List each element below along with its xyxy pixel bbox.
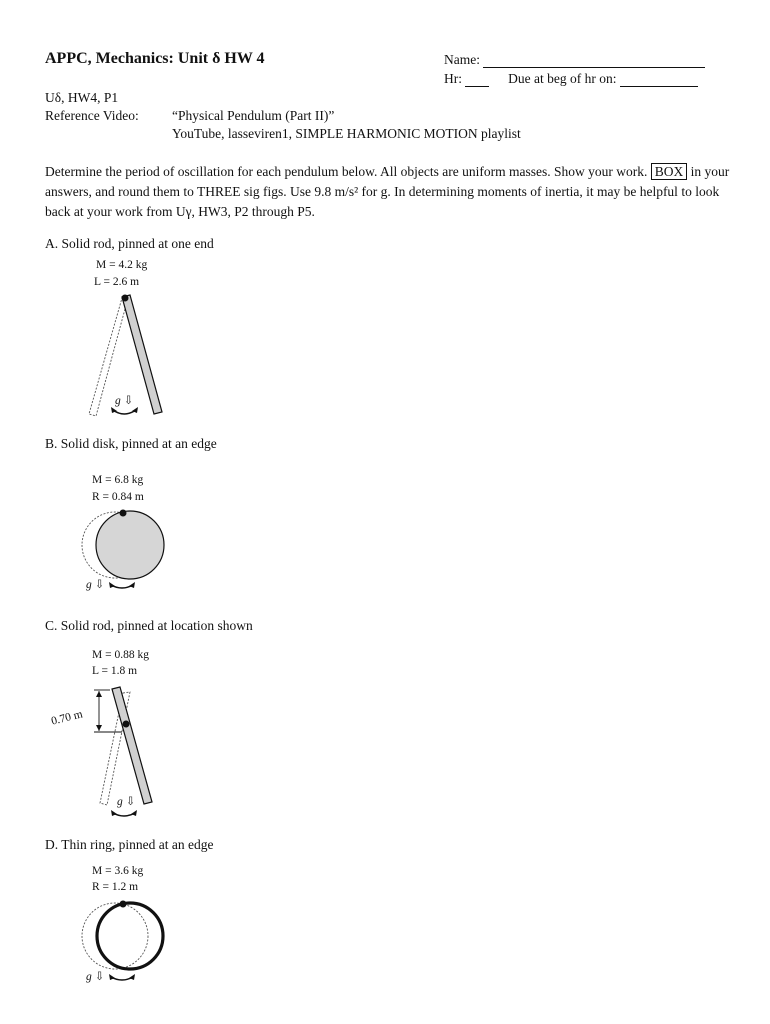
disk [96, 511, 164, 579]
problem-a-gravity: g ⇩ [115, 395, 134, 407]
problem-b-label: B. Solid disk, pinned at an edge [45, 436, 217, 451]
problem-id: Uδ, HW4, P1 [45, 90, 119, 105]
page-title: APPC, Mechanics: Unit δ HW 4 [45, 50, 265, 67]
hr-blank[interactable] [465, 86, 489, 87]
name-label: Name: [444, 52, 480, 67]
reference-label: Reference Video: [45, 108, 139, 123]
instructions-part2: in your answers, and round them to THREE sig figs. Use 9.8 m/s² for g. In determining moments of inertia, it may be helpful to look back at your work from Uγ, HW3, P2 through P5. [45, 164, 730, 219]
problem-a-length: L = 2.6 m [94, 276, 140, 288]
ring-ghost [82, 903, 148, 969]
hr-due-row [444, 71, 698, 87]
problem-b-mass: M = 6.8 kg [92, 474, 144, 486]
problem-d-label: D. Thin ring, pinned at an edge [45, 837, 214, 852]
name-blank[interactable] [483, 67, 705, 68]
name-field-row [444, 52, 705, 68]
problem-b-gravity: g ⇩ [86, 579, 105, 591]
instructions [45, 162, 735, 222]
due-blank[interactable] [620, 86, 698, 87]
problem-c-label: C. Solid rod, pinned at location shown [45, 618, 253, 633]
instructions-part1: Determine the period of oscillation for each pendulum below. All objects are uniform masses. Show your work. [45, 164, 648, 179]
problem-b-radius: R = 0.84 m [92, 491, 144, 503]
pivot-icon [120, 901, 127, 908]
problem-a-mass: M = 4.2 kg [96, 259, 148, 271]
due-label: Due at beg of hr on: [508, 71, 617, 86]
pivot-icon [122, 295, 129, 302]
problem-c-length: L = 1.8 m [92, 665, 138, 677]
hr-label: Hr: [444, 71, 462, 86]
problem-c-offset: 0.70 m [50, 708, 84, 728]
problem-c-mass: M = 0.88 kg [92, 649, 149, 661]
swing-arrow-icon [111, 585, 133, 588]
reference-title: “Physical Pendulum (Part II)” [172, 108, 335, 123]
problem-d-gravity: g ⇩ [86, 971, 105, 983]
swing-arrow-icon [113, 813, 135, 816]
pivot-icon [120, 510, 127, 517]
reference-source: YouTube, lasseviren1, SIMPLE HARMONIC MOTION playlist [172, 126, 521, 141]
swing-arrow-icon [113, 410, 136, 414]
swing-arrow-icon [111, 977, 133, 980]
problem-d-mass: M = 3.6 kg [92, 865, 144, 877]
ring [97, 903, 163, 969]
rod [112, 687, 152, 804]
pivot-icon [123, 721, 130, 728]
problem-c-gravity: g ⇩ [117, 796, 136, 808]
problem-a-label: A. Solid rod, pinned at one end [45, 236, 214, 251]
box-word: BOX [651, 163, 688, 180]
problem-d-radius: R = 1.2 m [92, 881, 139, 893]
